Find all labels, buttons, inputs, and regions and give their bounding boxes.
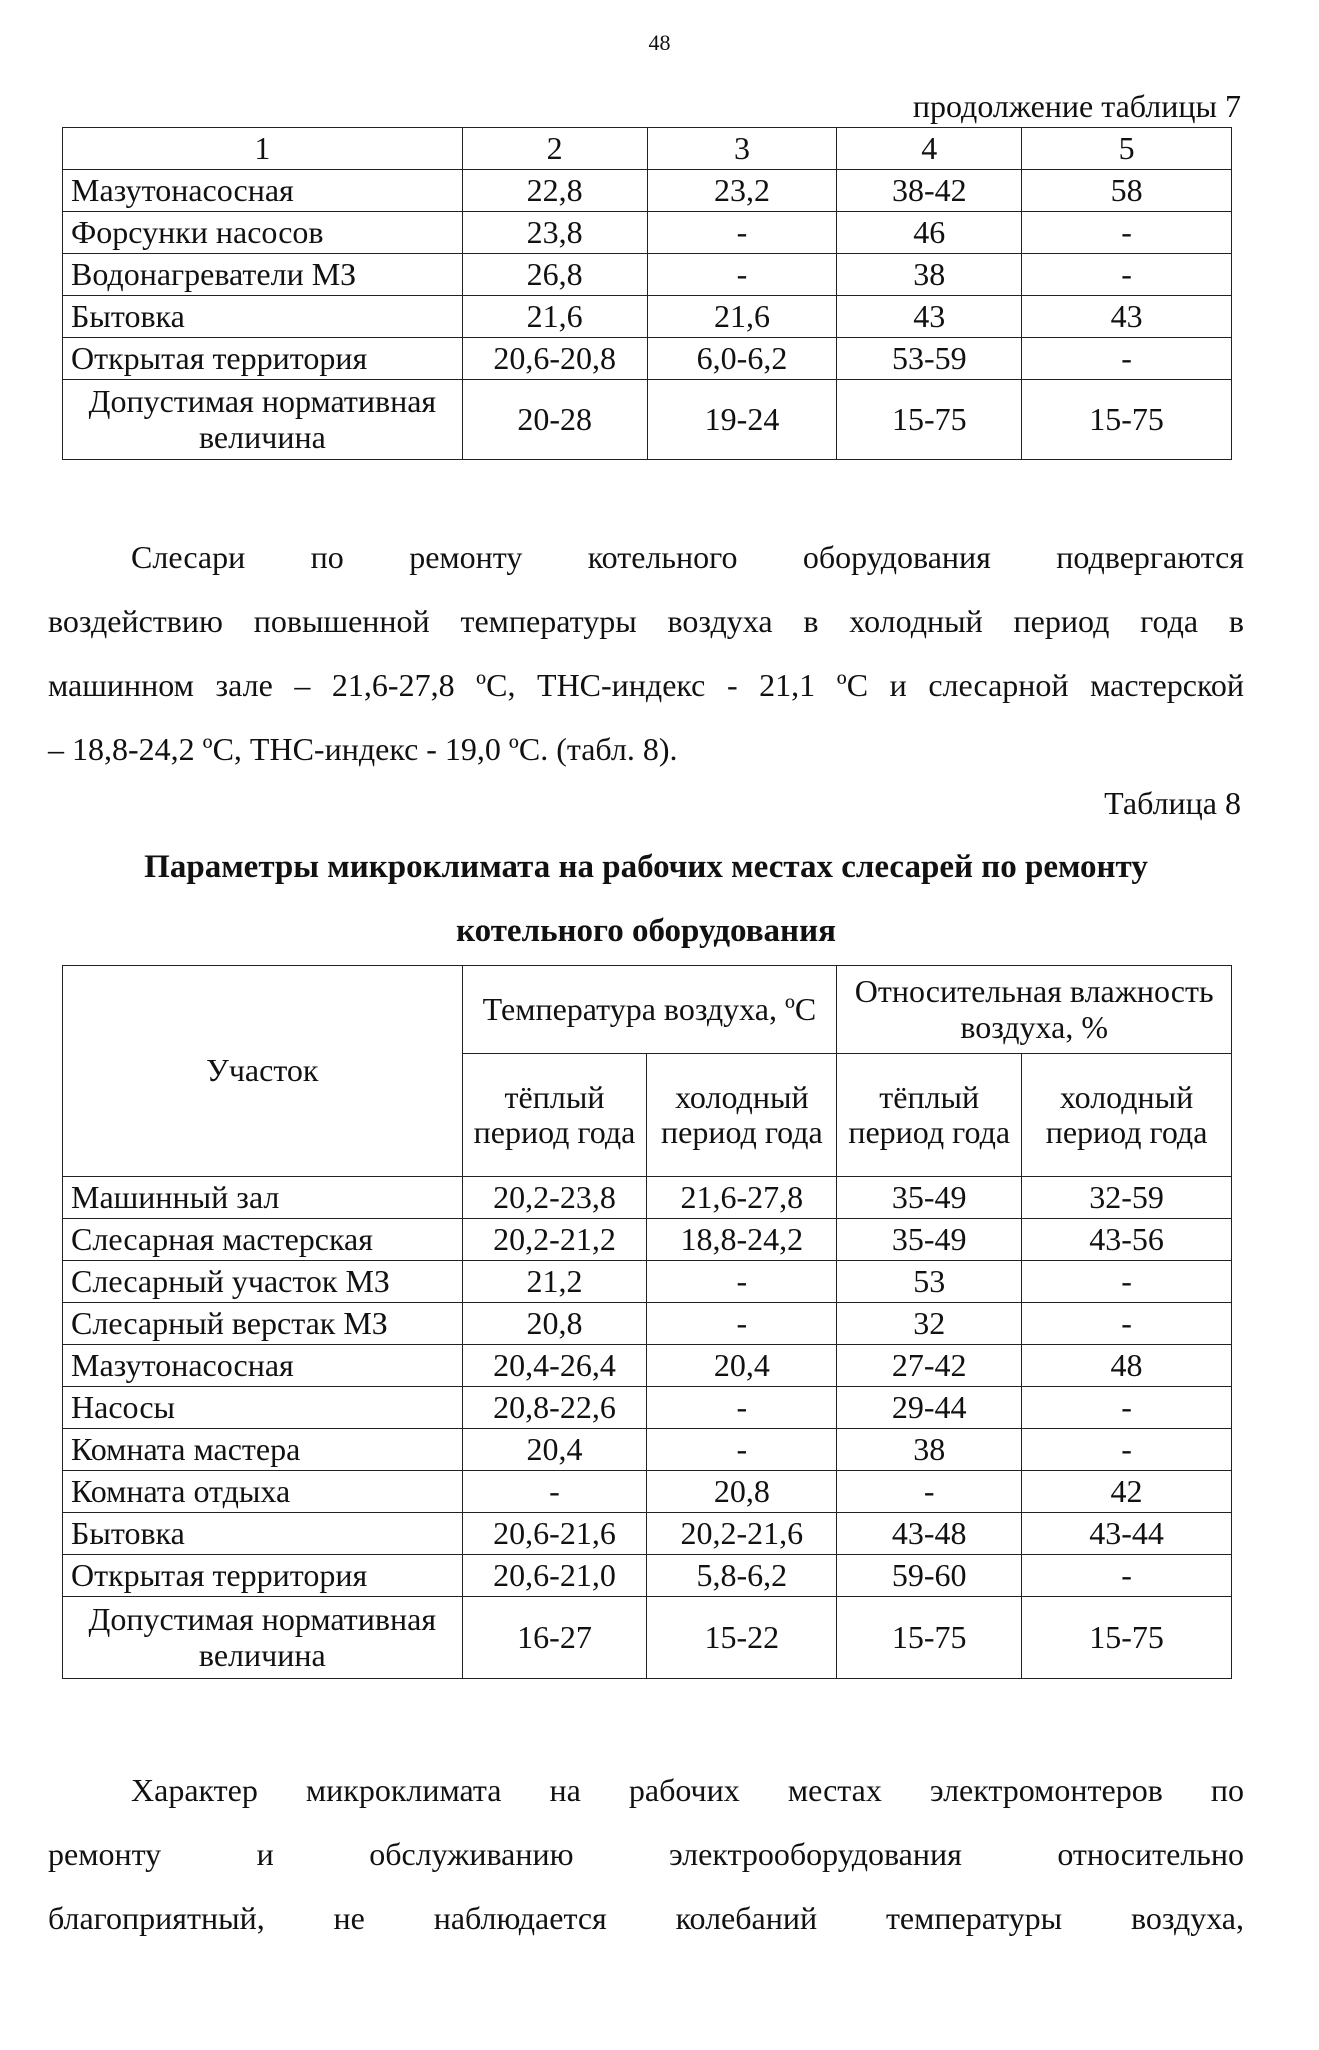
table-cell: 20,6-20,8	[462, 338, 647, 380]
table-cell: 20,6-21,6	[462, 1513, 647, 1555]
table-cell: 15-75	[1022, 380, 1232, 460]
table-row	[63, 1303, 1232, 1345]
table-continuation-label: продолжение таблицы 7	[912, 88, 1241, 124]
subheader-cold-period: холодный период года	[1022, 1054, 1232, 1177]
table-cell: 43-44	[1022, 1513, 1232, 1555]
table-cell: -	[1022, 212, 1232, 254]
table-header-row	[63, 966, 1232, 1054]
column-header-section: Участок	[63, 966, 463, 1177]
table-cell: 18,8-24,2	[647, 1219, 837, 1261]
table-row	[63, 296, 1232, 338]
table-cell: 20-28	[462, 380, 647, 460]
table-cell: 53-59	[837, 338, 1022, 380]
table-cell: -	[1022, 1261, 1232, 1303]
table-cell: 23,8	[462, 212, 647, 254]
table-cell: -	[647, 1303, 837, 1345]
table-cell: 23,2	[647, 170, 837, 212]
table-row	[63, 380, 1232, 460]
table-cell: 16-27	[462, 1597, 647, 1679]
table-cell: 20,8	[647, 1471, 837, 1513]
table-cell: 19-24	[647, 380, 837, 460]
table-row	[63, 1471, 1232, 1513]
table-cell: 38	[837, 254, 1022, 296]
table-8-label: Таблица 8	[1104, 785, 1241, 821]
row-label: Слесарный участок МЗ	[63, 1261, 463, 1303]
table-cell: 20,8	[462, 1303, 647, 1345]
table-cell: -	[647, 1429, 837, 1471]
table-cell: 43	[837, 296, 1022, 338]
table-row	[63, 1345, 1232, 1387]
table-row	[63, 212, 1232, 254]
table-cell: -	[1022, 1387, 1232, 1429]
table-cell: -	[462, 1471, 647, 1513]
column-group-humidity: Относительная влажность воздуха, %	[837, 966, 1232, 1054]
row-label: Слесарная мастерская	[63, 1219, 463, 1261]
table-cell: 15-75	[837, 380, 1022, 460]
column-number: 3	[647, 128, 837, 170]
table-cell: 21,2	[462, 1261, 647, 1303]
table-cell: 15-22	[647, 1597, 837, 1679]
table-row	[63, 338, 1232, 380]
table-header-row	[63, 128, 1232, 170]
table-cell: 32-59	[1022, 1177, 1232, 1219]
table-cell: 21,6-27,8	[647, 1177, 837, 1219]
row-label: Водонагреватели МЗ	[63, 254, 463, 296]
row-label: Бытовка	[63, 296, 463, 338]
table-cell: 21,6	[647, 296, 837, 338]
table-cell: -	[647, 1261, 837, 1303]
row-label: Слесарный верстак МЗ	[63, 1303, 463, 1345]
table-cell: 22,8	[462, 170, 647, 212]
table-cell: 20,2-21,6	[647, 1513, 837, 1555]
table-row	[63, 1387, 1232, 1429]
table-row	[63, 1177, 1232, 1219]
table-cell: 26,8	[462, 254, 647, 296]
table-cell: 53	[837, 1261, 1022, 1303]
table-cell: 32	[837, 1303, 1022, 1345]
column-number: 4	[837, 128, 1022, 170]
table-cell: 15-75	[1022, 1597, 1232, 1679]
table-cell: 20,4-26,4	[462, 1345, 647, 1387]
table-cell: 59-60	[837, 1555, 1022, 1597]
text-line: воздействию повышенной температуры воздуха в холодный период года в	[48, 603, 1244, 639]
table-cell: 42	[1022, 1471, 1232, 1513]
table-cell: 48	[1022, 1345, 1232, 1387]
table-7-continuation	[62, 127, 1232, 460]
paragraph-locksmiths	[48, 525, 1244, 781]
table-cell: 15-75	[837, 1597, 1022, 1679]
table-cell: 38	[837, 1429, 1022, 1471]
table-cell: 43-48	[837, 1513, 1022, 1555]
table-cell: 20,4	[462, 1429, 647, 1471]
table-row	[63, 1513, 1232, 1555]
row-label: Комната мастера	[63, 1429, 463, 1471]
row-label: Открытая территория	[63, 338, 463, 380]
column-number: 2	[462, 128, 647, 170]
subheader-warm-period: тёплый период года	[462, 1054, 647, 1177]
column-number: 1	[63, 128, 463, 170]
table-title-line: Параметры микроклимата на рабочих местах слесарей по ремонту	[144, 849, 1148, 885]
table-row	[63, 170, 1232, 212]
row-label: Форсунки насосов	[63, 212, 463, 254]
table-cell: 20,2-21,2	[462, 1219, 647, 1261]
table-cell: 43-56	[1022, 1219, 1232, 1261]
text-line: машинном зале – 21,6-27,8 ºС, ТНС-индекс - 21,1 ºС и слесарной мастерской	[48, 667, 1244, 703]
table-cell: -	[647, 212, 837, 254]
table-cell: -	[647, 254, 837, 296]
row-label: Мазутонасосная	[63, 170, 463, 212]
table-cell: 29-44	[837, 1387, 1022, 1429]
table-cell: 46	[837, 212, 1022, 254]
table-row	[63, 254, 1232, 296]
table-cell: 5,8-6,2	[647, 1555, 837, 1597]
text-line: Слесари по ремонту котельного оборудования подвергаются	[131, 539, 1244, 575]
table-cell: 21,6	[462, 296, 647, 338]
table-cell: -	[647, 1387, 837, 1429]
table-cell: -	[1022, 1303, 1232, 1345]
table-8	[62, 965, 1232, 1679]
table-cell: -	[1022, 1429, 1232, 1471]
subheader-cold-period: холодный период года	[647, 1054, 837, 1177]
row-label: Допустимая нормативная величина	[63, 1597, 463, 1679]
table-row	[63, 1219, 1232, 1261]
text-line: – 18,8-24,2 ºС, ТНС-индекс - 19,0 ºС. (табл. 8).	[48, 731, 678, 767]
table-cell: -	[1022, 338, 1232, 380]
row-label: Машинный зал	[63, 1177, 463, 1219]
table-cell: -	[1022, 254, 1232, 296]
table-row	[63, 1261, 1232, 1303]
row-label: Мазутонасосная	[63, 1345, 463, 1387]
row-label: Бытовка	[63, 1513, 463, 1555]
table-cell: 20,8-22,6	[462, 1387, 647, 1429]
page-number: 48	[648, 30, 671, 55]
table-cell: 35-49	[837, 1177, 1022, 1219]
table-cell: 20,2-23,8	[462, 1177, 647, 1219]
row-label: Комната отдыха	[63, 1471, 463, 1513]
table-cell: 35-49	[837, 1219, 1022, 1261]
subheader-warm-period: тёплый период года	[837, 1054, 1022, 1177]
row-label: Насосы	[63, 1387, 463, 1429]
column-group-temperature: Температура воздуха, ºС	[462, 966, 837, 1054]
table-cell: 38-42	[837, 170, 1022, 212]
paragraph-electricians	[48, 1758, 1244, 1950]
text-line: благоприятный, не наблюдается колебаний температуры воздуха,	[48, 1900, 1244, 1936]
text-line: ремонту и обслуживанию электрооборудования относительно	[48, 1836, 1244, 1872]
table-cell: 27-42	[837, 1345, 1022, 1387]
table-row	[63, 1555, 1232, 1597]
table-cell: 6,0-6,2	[647, 338, 837, 380]
table-cell: -	[837, 1471, 1022, 1513]
table-row	[63, 1429, 1232, 1471]
table-cell: 58	[1022, 170, 1232, 212]
table-cell: 20,6-21,0	[462, 1555, 647, 1597]
row-label: Открытая территория	[63, 1555, 463, 1597]
column-number: 5	[1022, 128, 1232, 170]
row-label: Допустимая нормативная величина	[63, 380, 463, 460]
table-row	[63, 1597, 1232, 1679]
table-cell: 20,4	[647, 1345, 837, 1387]
table-title-line: котельного оборудования	[456, 913, 836, 949]
text-line: Характер микроклимата на рабочих местах электромонтеров по	[131, 1772, 1244, 1808]
table-cell: -	[1022, 1555, 1232, 1597]
table-8-title	[48, 835, 1244, 963]
table-cell: 43	[1022, 296, 1232, 338]
